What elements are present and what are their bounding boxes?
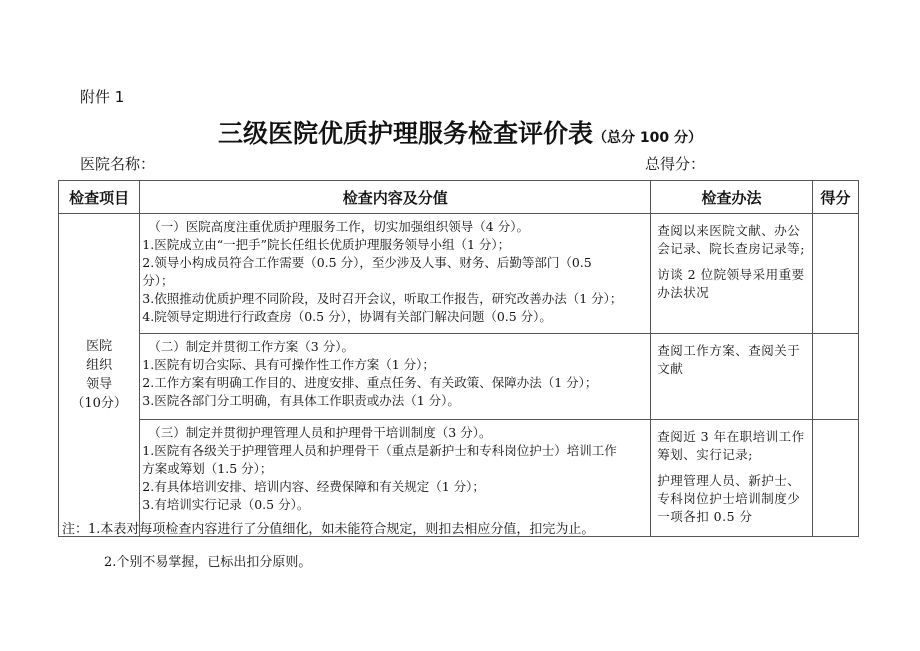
header-content: 检查内容及分值: [140, 181, 651, 214]
content-line: （三）制定并贯彻护理管理人员和护理骨干培训制度（3 分）。: [148, 425, 492, 440]
title-text: 三级医院优质护理服务检查评价表: [218, 119, 594, 148]
content-line: （二）制定并贯彻工作方案（3 分）。: [148, 339, 354, 354]
score-cell[interactable]: [812, 420, 858, 537]
page-title: [0, 114, 920, 150]
content-line: 2.有具体培训安排、培训内容、经费保障和有关规定（1 分）；: [142, 479, 485, 494]
method-text: 护理管理人员、新护士、专科岗位护士培训制度少一项各扣 0.5 分: [657, 473, 801, 524]
content-line: 方案或筹划（1.5 分）；: [142, 461, 273, 476]
content-line: 1.医院成立由“一把手”院长任组长优质护理服务领导小组（1 分）；: [142, 237, 511, 252]
category-cell: [59, 214, 140, 537]
header-item: 检查项目: [59, 181, 140, 214]
content-line: 3.医院各部门分工明确，有具体工作职责或办法（1 分）。: [142, 393, 460, 408]
content-line: 2.工作方案有明确工作目的、进度安排、重点任务、有关政策、保障办法（1 分）；: [142, 375, 598, 390]
score-cell[interactable]: [812, 214, 858, 334]
category-line: 组织: [86, 358, 113, 373]
method-text: 访谈 2 位院领导采用重要办法状况: [657, 267, 805, 300]
method-cell: [651, 420, 813, 537]
method-cell: [651, 334, 813, 420]
content-line: 1.医院有各级关于护理管理人员和护理骨干（重点是新护士和专科岗位护士）培训工作: [142, 443, 617, 458]
category-line: 医院: [86, 339, 113, 354]
score-cell[interactable]: [812, 334, 858, 420]
table-row: [59, 334, 859, 420]
category-line: （10分）: [71, 396, 127, 411]
attachment-label: 附件 1: [80, 88, 125, 106]
title-total-score: （总分 100 分）: [593, 130, 702, 146]
total-score-label: 总得分：: [645, 155, 706, 173]
table-row: [59, 214, 859, 334]
header-method: 检查办法: [651, 181, 813, 214]
content-line: 2.领导小构成员符合工作需要（0.5 分），至少涉及人事、财务、后勤等部门（0.5: [142, 255, 592, 270]
content-cell: [140, 334, 651, 420]
evaluation-table: [58, 180, 859, 537]
hospital-name-label: 医院名称：: [80, 155, 156, 173]
header-score: 得分: [812, 181, 858, 214]
table-header-row: [59, 181, 859, 214]
content-line: 3.依照推动优质护理不同阶段，及时召开会议，听取工作报告，研究改善办法（1 分）；: [142, 291, 623, 306]
category-line: 领导: [86, 377, 113, 392]
content-line: 3.有培训实行记录（0.5 分）。: [142, 497, 310, 512]
content-cell: [140, 214, 651, 334]
content-line: 1.医院有切合实际、具有可操作性工作方案（1 分）；: [142, 357, 435, 372]
method-cell: [651, 214, 813, 334]
note-2: 2.个别不易掌握，已标出扣分原则。: [104, 555, 312, 570]
method-text: 查阅工作方案、查阅关于文献: [657, 343, 801, 376]
content-line: （一）医院高度注重优质护理服务工作，切实加强组织领导（4 分）。: [148, 219, 529, 234]
content-line: 4.院领导定期进行行政查房（0.5 分），协调有关部门解决问题（0.5 分）。: [142, 309, 552, 324]
content-line: 分）；: [142, 273, 174, 288]
method-text: 查阅以来医院文献、办公会记录、院长查房记录等;: [657, 223, 805, 256]
method-text: 查阅近 3 年在职培训工作筹划、实行记录;: [657, 429, 805, 462]
note-1: 注：1.本表对每项检查内容进行了分值细化，如未能符合规定，则扣去相应分值，扣完为止。: [62, 522, 595, 537]
